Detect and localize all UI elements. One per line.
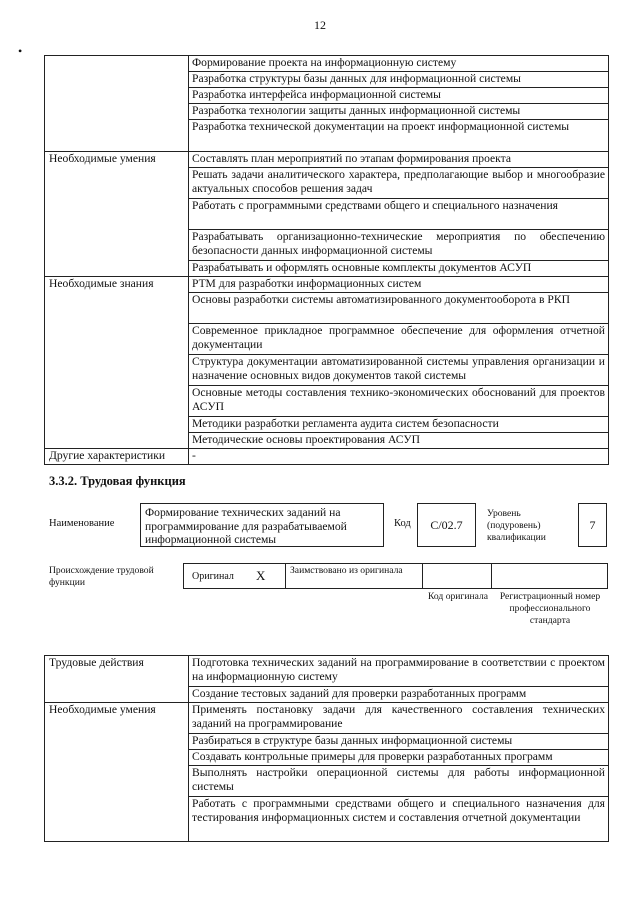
level-box: 7 — [578, 503, 607, 547]
skills-table-1 — [44, 55, 609, 465]
row-label: Другие характеристики — [45, 449, 189, 465]
original-cell — [184, 564, 286, 588]
list-item: Подготовка технических заданий на программирование в соответствии с проектом на информационную систему — [189, 656, 609, 687]
list-item: Основные методы составления технико-экономических обоснований для проектов АСУП — [189, 386, 609, 417]
row-label: Необходимые умения — [45, 703, 189, 842]
list-item: Работать с программными средствами общего и специального назначения — [189, 199, 609, 230]
origin-label: Происхождение трудовой функции — [49, 565, 154, 588]
row-label — [45, 56, 189, 152]
list-item: Формирование проекта на информационную систему — [189, 56, 609, 72]
list-item: РТМ для разработки информационных систем — [189, 277, 609, 293]
section-heading: 3.3.2. Трудовая функция — [49, 474, 186, 488]
name-label: Наименование — [49, 518, 115, 529]
origin-code-cell — [423, 564, 492, 588]
list-item: Разработка технологии защиты данных информационной системы — [189, 104, 609, 120]
page-number: 12 — [314, 18, 326, 32]
origin-code-label: Код оригинала — [427, 591, 489, 602]
skills-table-2 — [44, 655, 609, 842]
list-item: Разработка интерфейса информационной системы — [189, 88, 609, 104]
list-item: Решать задачи аналитического характера, предполагающие выбор и многообразие актуальных способов решения задач — [189, 168, 609, 199]
function-name-box: Формирование технических заданий на программирование для разрабатываемой информационной системы — [140, 503, 384, 547]
original-mark: X — [256, 568, 266, 583]
list-item: Структура документации автоматизированной системы управления организации и назначение основных видов документов такой системы — [189, 355, 609, 386]
row-label: Трудовые действия — [45, 656, 189, 703]
reg-number-cell — [492, 564, 607, 588]
list-item: Разработка технической документации на проект информационной системы — [189, 120, 609, 152]
margin-dot: • — [18, 44, 23, 58]
list-item: Методические основы проектирования АСУП — [189, 433, 609, 449]
reg-number-label: Регистрационный номер профессионального стандарта — [499, 591, 601, 626]
original-label: Оригинал — [192, 571, 234, 582]
list-item: Применять постановку задачи для качественного составления технических заданий на программирование — [189, 703, 609, 734]
list-item: Разработка структуры базы данных для информационной системы — [189, 72, 609, 88]
code-label: Код — [394, 518, 411, 529]
list-item: Составлять план мероприятий по этапам формирования проекта — [189, 152, 609, 168]
list-item: Создание тестовых заданий для проверки разработанных программ — [189, 687, 609, 703]
list-item: Разрабатывать и оформлять основные комплекты документов АСУП — [189, 261, 609, 277]
list-item: Современное прикладное программное обеспечение для оформления отчетной документации — [189, 324, 609, 355]
borrowed-label: Заимствовано из оригинала — [290, 565, 403, 576]
origin-row — [183, 563, 608, 589]
row-label: Необходимые умения — [45, 152, 189, 277]
list-item: Разбираться в структуре базы данных информационной системы — [189, 734, 609, 750]
borrowed-cell — [286, 564, 423, 588]
row-label: Необходимые знания — [45, 277, 189, 449]
list-item: Разрабатывать организационно-технические мероприятия по обеспечению безопасности данных информационной системы — [189, 230, 609, 261]
level-label: Уровень (подуровень) квалификации — [487, 508, 546, 543]
list-item: Создавать контрольные примеры для проверки разработанных программ — [189, 750, 609, 766]
list-item: Методики разработки регламента аудита систем безопасности — [189, 417, 609, 433]
list-item: Выполнять настройки операционной системы для работы информационной системы — [189, 766, 609, 797]
list-item: Работать с программными средствами общего и специального назначения для тестирования информационных систем и составления отчетной документации — [189, 797, 609, 842]
list-item: - — [189, 449, 609, 465]
code-box: C/02.7 — [417, 503, 476, 547]
list-item: Основы разработки системы автоматизированного документооборота в РКП — [189, 293, 609, 324]
